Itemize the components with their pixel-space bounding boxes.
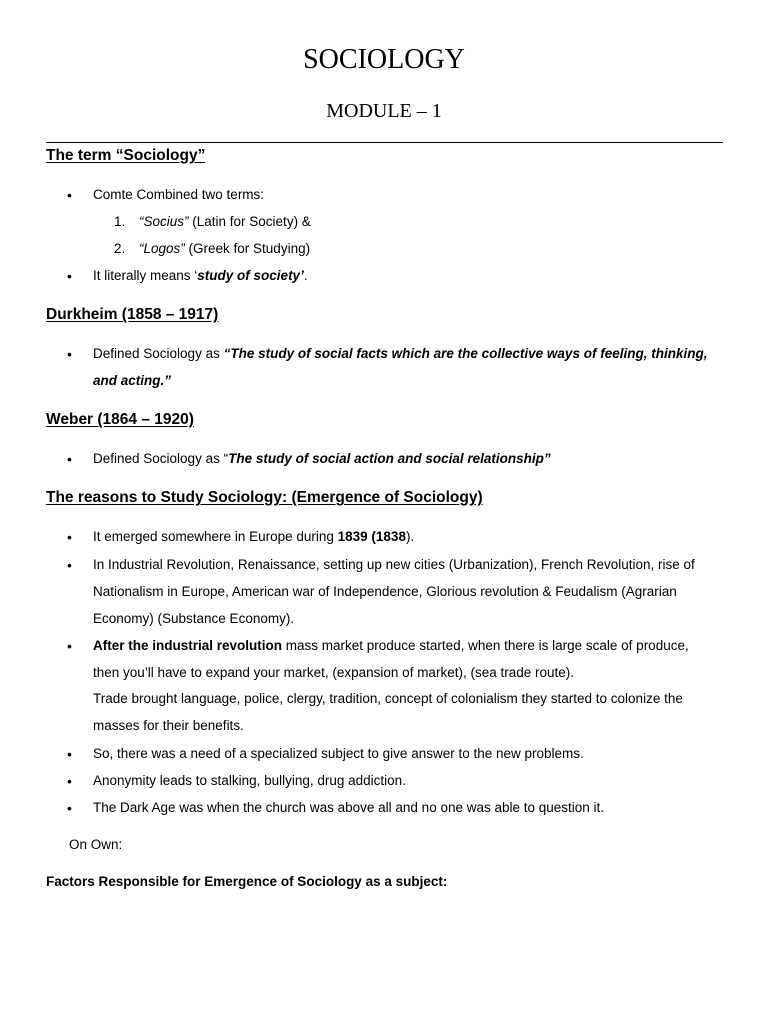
list-item-continuation: Trade brought language, police, clergy, tradition, concept of colonialism they started to colonize the bbox=[93, 691, 683, 706]
bullet-icon: • bbox=[67, 187, 72, 203]
item-text: Comte Combined two terms: bbox=[93, 187, 265, 202]
list-item-socius bbox=[139, 212, 311, 232]
list-number: 2. bbox=[114, 241, 126, 256]
list-item-dark-age: The Dark Age was when the church was above all and no one was able to question it. bbox=[93, 800, 605, 815]
list-number: 1. bbox=[114, 214, 126, 229]
list-item-logos bbox=[139, 239, 310, 259]
bullet-icon: • bbox=[67, 557, 72, 573]
item-text: It literally means ‘ bbox=[93, 268, 198, 283]
term-socius: “Socius” bbox=[139, 214, 189, 229]
list-item-anonymity: Anonymity leads to stalking, bullying, drug addiction. bbox=[93, 773, 406, 788]
emphasis-text: study of society’ bbox=[197, 268, 304, 283]
item-text: . bbox=[303, 268, 308, 283]
heading-term-sociology: The term “Sociology” bbox=[46, 147, 206, 164]
list-item-durkheim-definition bbox=[93, 344, 707, 364]
item-text: Defined Sociology as “ bbox=[93, 451, 229, 466]
list-item-meaning bbox=[93, 266, 308, 286]
year-text: 1839 (1838 bbox=[337, 529, 406, 544]
heading-weber: Weber (1864 – 1920) bbox=[46, 411, 194, 428]
bullet-icon: • bbox=[67, 746, 72, 762]
list-item-continuation: Nationalism in Europe, American war of Independence, Glorious revolution & Feudalism (Agrarian bbox=[93, 584, 677, 599]
bullet-icon: • bbox=[67, 800, 72, 816]
bullet-icon: • bbox=[67, 346, 72, 362]
list-item-weber-definition bbox=[93, 449, 551, 469]
bullet-icon: • bbox=[67, 529, 72, 545]
bullet-icon: • bbox=[67, 773, 72, 789]
list-item-comte bbox=[93, 185, 264, 205]
document-subtitle: MODULE – 1 bbox=[326, 100, 442, 122]
definition-text: “The study of social facts which are the collective ways of feeling, thinking, bbox=[223, 346, 708, 361]
document-title: SOCIOLOGY bbox=[303, 44, 465, 75]
list-item-emerged bbox=[93, 527, 414, 547]
on-own-label: On Own: bbox=[69, 837, 123, 852]
title-divider bbox=[46, 142, 723, 143]
heading-durkheim: Durkheim (1858 – 1917) bbox=[46, 306, 219, 323]
factors-heading: Factors Responsible for Emergence of Sociology as a subject: bbox=[46, 874, 448, 889]
list-item-continuation: masses for their benefits. bbox=[93, 718, 244, 733]
item-text: (Latin for Society) & bbox=[188, 214, 311, 229]
item-text: It emerged somewhere in Europe during bbox=[93, 529, 338, 544]
term-logos: “Logos” bbox=[139, 241, 185, 256]
list-item-continuation: Economy) (Substance Economy). bbox=[93, 611, 295, 626]
definition-continuation: and acting.” bbox=[93, 373, 172, 388]
list-item-revolutions: In Industrial Revolution, Renaissance, setting up new cities (Urbanization), French Revolution, rise of bbox=[93, 557, 695, 572]
bullet-icon: • bbox=[67, 268, 72, 284]
heading-reasons: The reasons to Study Sociology: (Emergence of Sociology) bbox=[46, 489, 483, 506]
emphasis-text: After the industrial revolution bbox=[93, 638, 283, 653]
bullet-icon: • bbox=[67, 638, 72, 654]
item-text: mass market produce started, when there is large scale of produce, bbox=[282, 638, 689, 653]
item-text: Defined Sociology as bbox=[93, 346, 224, 361]
list-item-continuation: then you’ll have to expand your market, (expansion of market), (sea trade route). bbox=[93, 665, 574, 680]
item-text: (Greek for Studying) bbox=[184, 241, 311, 256]
list-item-specialized-subject: So, there was a need of a specialized subject to give answer to the new problems. bbox=[93, 746, 584, 761]
item-text: ). bbox=[405, 529, 415, 544]
definition-text: The study of social action and social relationship” bbox=[228, 451, 551, 466]
bullet-icon: • bbox=[67, 451, 72, 467]
list-item-industrial-revolution bbox=[93, 636, 689, 656]
